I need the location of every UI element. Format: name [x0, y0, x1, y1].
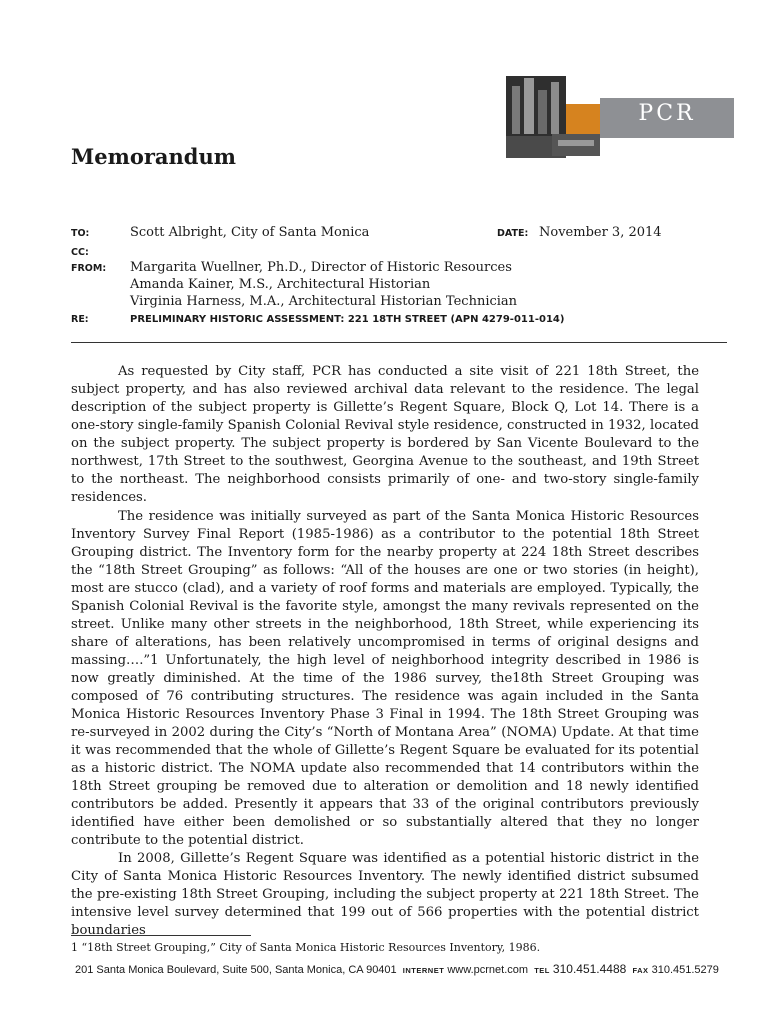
footer-fax-label: FAX — [632, 966, 649, 975]
logo-text: PCR — [638, 101, 696, 126]
re-value: PRELIMINARY HISTORIC ASSESSMENT: 221 18TH STREET (APN 4279-011-014) — [130, 314, 565, 325]
cc-label: CC: — [71, 247, 89, 258]
memo-title: Memorandum — [71, 144, 236, 169]
logo-orange-block — [566, 104, 600, 134]
footnote-divider — [71, 935, 251, 936]
paragraph-3 — [71, 850, 699, 940]
date-value: November 3, 2014 — [539, 225, 662, 240]
aerial-image — [552, 134, 600, 156]
from-line-1: Margarita Wuellner, Ph.D., Director of Historic Resources — [130, 260, 512, 275]
header-divider — [71, 342, 727, 343]
footer-address: 201 Santa Monica Boulevard, Suite 500, Santa Monica, CA 90401 — [75, 964, 397, 976]
from-label: FROM: — [71, 263, 107, 274]
paragraph-3-text: In 2008, Gillette’s Regent Square was identified as a potential historic district in the City of Santa Monica Historic Resources Inventory. The newly identified district subsumed the pre-existing 18th Street Grouping, including the subject property at 221 18th Street. The intensive level survey determined that 199 out of 566 properties with the potential district boundaries — [71, 851, 699, 938]
page-footer — [75, 962, 719, 976]
to-label: TO: — [71, 228, 90, 239]
paragraph-1-text: As requested by City staff, PCR has conducted a site visit of 221 18th Street, the subject property, and has also reviewed archival data relevant to the residence. The legal description of the subject property is Gillette’s Regent Square, Block Q, Lot 14. There is a one-story single-family Spanish Colonial Revival style residence, constructed in 1932, located on the subject property. The subject property is bordered by San Vicente Boulevard to the northwest, 17th Street to the southwest, Georgina Avenue to the southeast, and 19th Street to the northeast. The neighborhood consists primarily of one- and two-story single-family residences. — [71, 364, 699, 505]
footer-internet-label: INTERNET — [402, 966, 445, 975]
paragraph-1 — [71, 363, 699, 507]
re-label: RE: — [71, 314, 89, 325]
footer-tel-label: TEL — [534, 966, 550, 975]
from-line-3: Virginia Harness, M.A., Architectural Historian Technician — [130, 294, 518, 309]
to-value: Scott Albright, City of Santa Monica — [130, 225, 370, 240]
date-label: DATE: — [497, 228, 529, 239]
paragraph-2-text: The residence was initially surveyed as part of the Santa Monica Historic Resources Inventory Survey Final Report (1985-1986) as a contributor to the potential 18th Street Grouping district. The Inventory form for the nearby property at 224 18th Street describes the “18th Street Grouping” as follows: “All of the houses are one or two stories (in height), most are stucco (clad), and a variety of roof forms and materials are employed. Typically, the Spanish Colonial Revival is the favorite style, amongst the many revivals represented on the street. Unlike many other streets in the neighborhood, 18th Street, while experiencing its share of alterations, has been relatively uncompromised in terms of original designs and massing….”1 Unfortunately, the high level of neighborhood integrity described in 1986 is now greatly diminished. At the time of the 1986 survey, the18th Street Grouping was composed of 76 contributing structures. The residence was again included in the Santa Monica Historic Resources Inventory Phase 3 Final in 1994. The 18th Street Grouping was re-surveyed in 2002 during the City’s “North of Montana Area” (NOMA) Update. At that time it was recommended that the whole of Gillette’s Regent Square be evaluated for its potential as a historic district. The NOMA update also recommended that 14 contributors within the 18th Street grouping be removed due to alteration or demolition and 18 newly identified contributors be added. Presently it appears that 33 of the original contributors previously identified have either been demolished or so substantially altered that they no longer contribute to the potential district. — [71, 509, 699, 848]
footer-fax-value: 310.451.5279 — [651, 964, 719, 976]
footnote: 1 “18th Street Grouping,” City of Santa Monica Historic Resources Inventory, 1986. — [71, 941, 541, 954]
paragraph-2 — [71, 508, 699, 850]
footer-internet-value: www.pcrnet.com — [447, 964, 529, 976]
footer-tel-value: 310.451.4488 — [552, 962, 627, 976]
from-line-2: Amanda Kainer, M.S., Architectural Historian — [130, 277, 431, 292]
